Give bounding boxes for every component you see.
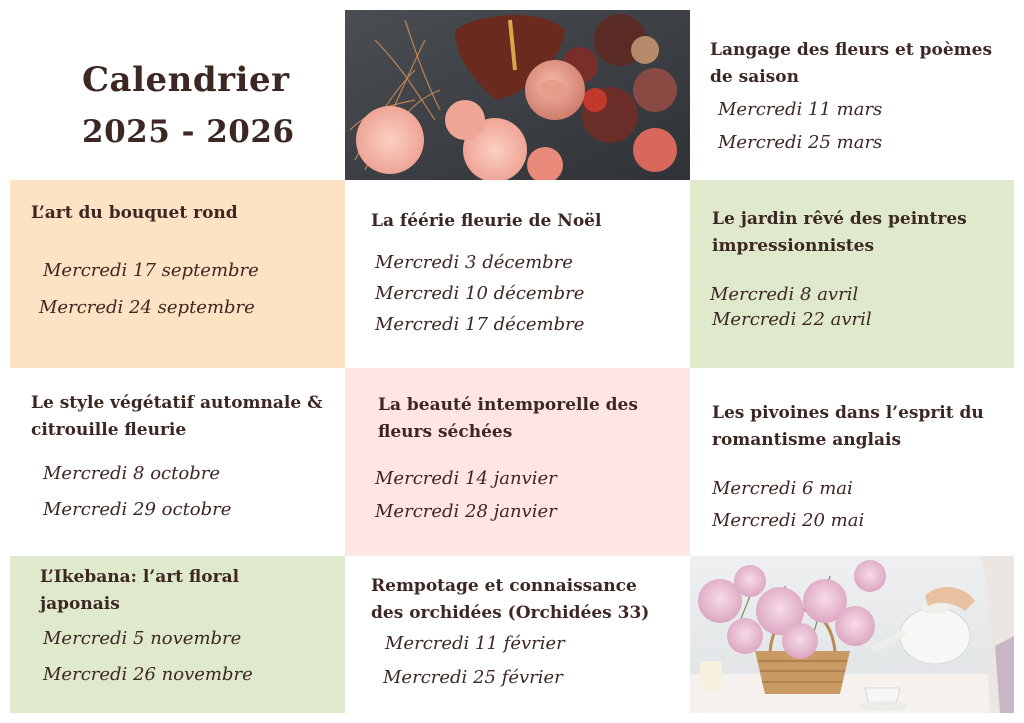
- workshop-date: Mercredi 6 mai: [712, 478, 853, 499]
- workshop-card-orchidees: [345, 556, 690, 713]
- peony-basket-illustration: [690, 556, 1014, 713]
- workshop-date: Mercredi 10 décembre: [375, 283, 585, 304]
- workshop-card-ikebana: [10, 556, 345, 713]
- workshop-date: Mercredi 17 septembre: [43, 260, 259, 281]
- workshop-title: Rempotage et connaissance des orchidées (Orchidées 33): [371, 576, 650, 623]
- workshop-date: Mercredi 8 octobre: [43, 463, 220, 484]
- calendar-years: 2025 - 2026: [82, 114, 295, 150]
- workshop-date: Mercredi 24 septembre: [39, 297, 255, 318]
- workshop-date: Mercredi 22 avril: [712, 309, 872, 330]
- workshop-card-feerie-noel: [345, 180, 690, 368]
- flower-arrangement-photo: [345, 10, 690, 180]
- calendar-title: Calendrier: [82, 60, 290, 100]
- workshop-card-fleurs-sechees: [345, 368, 690, 556]
- calendar-title-block: [10, 10, 345, 180]
- workshop-title: Langage des fleurs et poèmes de saison: [710, 40, 993, 87]
- workshop-date: Mercredi 8 avril: [710, 284, 859, 305]
- workshop-date: Mercredi 14 janvier: [375, 468, 557, 489]
- workshop-card-bouquet-rond: [10, 180, 345, 368]
- workshop-date: Mercredi 29 octobre: [43, 499, 232, 520]
- workshop-title: L’art du bouquet rond: [31, 203, 238, 223]
- workshop-title: La beauté intemporelle des fleurs séchées: [378, 395, 638, 442]
- workshop-date: Mercredi 11 février: [385, 633, 565, 654]
- workshop-card-pivoines: [690, 368, 1014, 556]
- workshop-date: Mercredi 20 mai: [712, 510, 865, 531]
- workshop-date: Mercredi 5 novembre: [43, 628, 242, 649]
- workshop-card-langage-des-fleurs: [690, 10, 1014, 180]
- workshop-date: Mercredi 11 mars: [718, 99, 883, 120]
- workshop-card-style-vegetatif: [10, 368, 345, 556]
- workshop-title: Les pivoines dans l’esprit du romantisme anglais: [712, 403, 984, 450]
- workshop-date: Mercredi 26 novembre: [43, 664, 253, 685]
- workshop-date: Mercredi 25 mars: [718, 132, 883, 153]
- workshop-card-jardin-impressionnistes: [690, 180, 1014, 368]
- workshop-date: Mercredi 3 décembre: [375, 252, 573, 273]
- workshop-date: Mercredi 28 janvier: [375, 501, 557, 522]
- flower-arrangement-illustration: [345, 10, 690, 180]
- workshop-date: Mercredi 17 décembre: [375, 314, 585, 335]
- workshop-title: Le style végétatif automnale & citrouille fleurie: [31, 393, 323, 440]
- workshop-date: Mercredi 25 février: [383, 667, 563, 688]
- workshop-title: Le jardin rêvé des peintres impressionnistes: [712, 209, 967, 256]
- workshop-title: L’Ikebana: l’art floral japonais: [40, 567, 240, 614]
- peony-basket-photo: [690, 556, 1014, 713]
- workshop-title: La féérie fleurie de Noël: [371, 211, 602, 231]
